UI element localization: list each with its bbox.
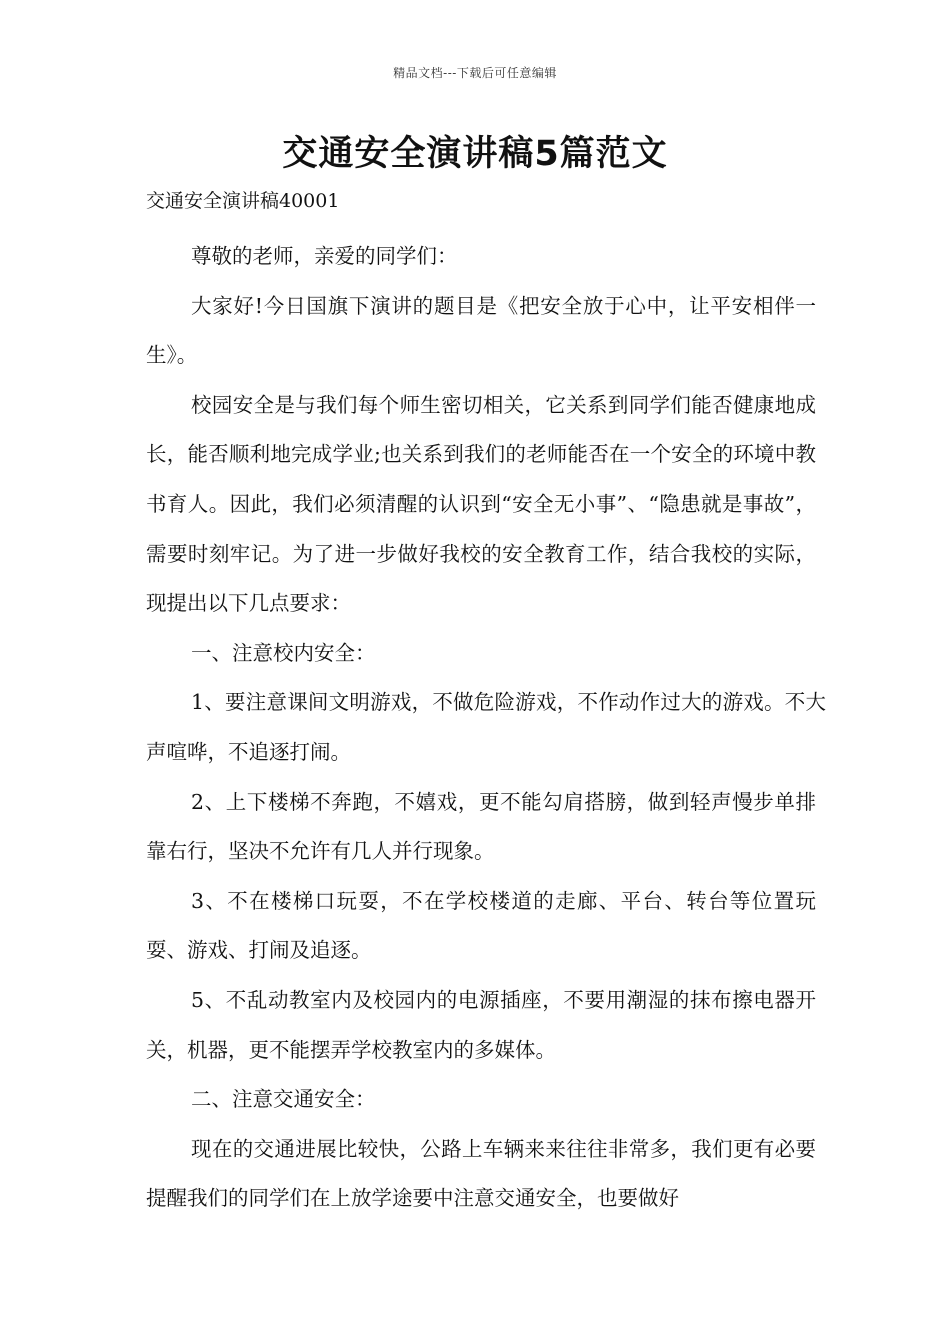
paragraph-school-safety: 校园安全是与我们每个师生密切相关，它关系到同学们能否健康地成长，能否顺利地完成学业;也关系到我们的老师能否在一个安全的环境中教书育人。因此，我们必须清醒的认识到“安全无小事”、“隐患就是事故”，需要时刻牢记。为了进一步做好我校的安全教育工作，结合我校的实际，现提出以下几点要求： <box>146 392 816 616</box>
paragraph-rule-5: 5、不乱动教室内及校园内的电源插座，不要用潮湿的抹布擦电器开关，机器，更不能摆弄学校教室内的多媒体。 <box>146 987 816 1062</box>
document-title: 交通安全演讲稿5篇范文 <box>282 134 668 174</box>
document-subtitle: 交通安全演讲稿40001 <box>146 190 340 212</box>
section-heading-traffic-safety: 二、注意交通安全： <box>191 1087 376 1112</box>
section-heading-campus-safety: 一、注意校内安全： <box>191 640 376 665</box>
paragraph-traffic: 现在的交通进展比较快，公路上车辆来来往往非常多，我们更有必要提醒我们的同学们在上放学途要中注意交通安全，也要做好 <box>146 1136 816 1211</box>
paragraph-greeting: 尊敬的老师，亲爱的同学们： <box>191 244 458 268</box>
body-text <box>146 232 826 1224</box>
paragraph-rule-1: 1、要注意课间文明游戏，不做危险游戏，不作动作过大的游戏。不大声喧哗，不追逐打闹。 <box>146 690 826 764</box>
header-note: 精品文档---下载后可任意编辑 <box>393 66 557 80</box>
paragraph-rule-2: 2、上下楼梯不奔跑，不嬉戏，更不能勾肩搭膀，做到轻声慢步单排靠右行，坚决不允许有几人并行现象。 <box>146 789 816 864</box>
paragraph-intro: 大家好!今日国旗下演讲的题目是《把安全放于心中，让平安相伴一生》。 <box>146 293 816 368</box>
paragraph-rule-3: 3、不在楼梯口玩耍，不在学校楼道的走廊、平台、转台等位置玩耍、游戏、打闹及追逐。 <box>146 888 816 963</box>
